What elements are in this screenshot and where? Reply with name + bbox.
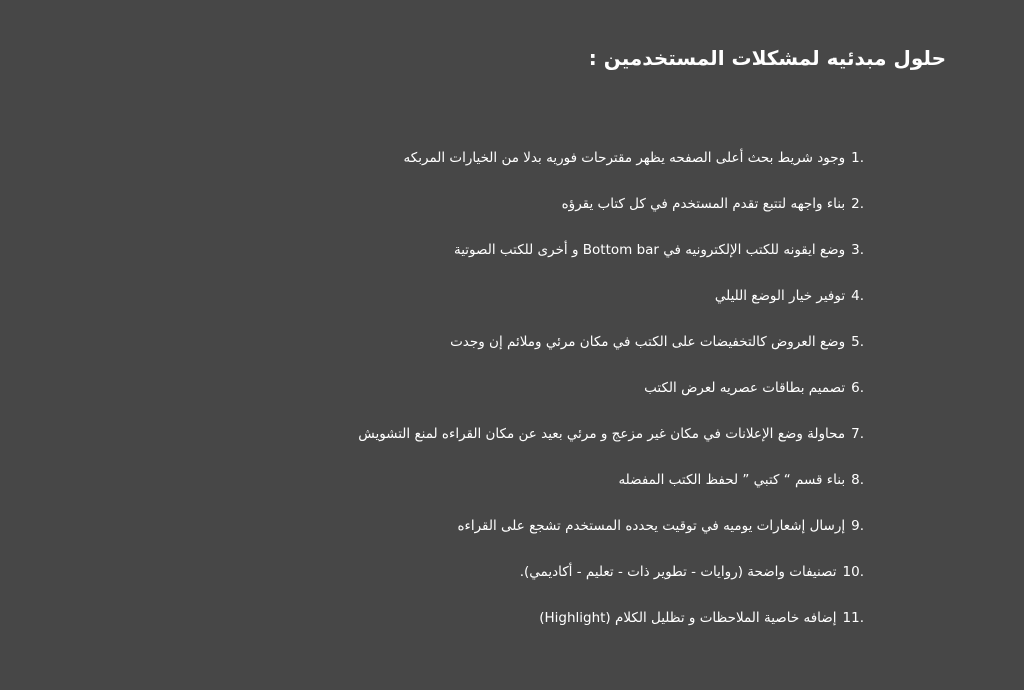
item-number: 10.	[842, 564, 864, 580]
list-item	[358, 194, 864, 240]
item-number: 7.	[851, 426, 864, 442]
list-item	[358, 148, 864, 194]
item-text: وضع ايقونه للكتب الإلكترونيه في Bottom bar و أخرى للكتب الصوتية	[453, 242, 846, 258]
item-text: تصميم بطاقات عصريه لعرض الكتب	[644, 380, 846, 396]
item-text: وجود شريط بحث أعلى الصفحه يظهر مقترحات فوريه بدلا من الخيارات المربكه	[403, 150, 846, 166]
list-item	[358, 470, 864, 516]
list-item	[358, 332, 864, 378]
list-item	[358, 240, 864, 286]
page-title: حلول مبدئيه لمشكلات المستخدمين :	[588, 46, 946, 70]
list-item	[358, 516, 864, 562]
solutions-list	[358, 148, 864, 654]
list-item	[358, 608, 864, 654]
item-number: 8.	[851, 472, 864, 488]
item-number: 9.	[851, 518, 864, 534]
item-number: 5.	[851, 334, 864, 350]
item-text: تصنيفات واضحة (روايات - تطوير ذات - تعليم - أكاديمي).	[519, 564, 837, 580]
item-text: محاولة وضع الإعلانات في مكان غير مزعج و مرئي بعيد عن مكان القراءه لمنع التشويش	[358, 426, 846, 442]
item-number: 11.	[842, 610, 864, 626]
list-item	[358, 286, 864, 332]
item-number: 2.	[851, 196, 864, 212]
item-text: توفير خيار الوضع الليلي	[714, 288, 846, 304]
item-text: إرسال إشعارات يوميه في توقيت يحدده المستخدم تشجع على القراءه	[457, 518, 846, 534]
item-number: 3.	[851, 242, 864, 258]
item-number: 1.	[851, 150, 864, 166]
list-item	[358, 424, 864, 470]
list-item	[358, 378, 864, 424]
list-item	[358, 562, 864, 608]
item-text: إضافه خاصية الملاحظات و تظليل الكلام (Highlight)	[539, 610, 837, 626]
item-text: بناء قسم “ كتبي ” لحفظ الكتب المفضله	[618, 472, 846, 488]
item-text: وضع العروض كالتخفيضات على الكتب في مكان مرئي وملائم إن وجدت	[450, 334, 846, 350]
item-text: بناء واجهه لتتبع تقدم المستخدم في كل كتاب يقرؤه	[561, 196, 846, 212]
item-number: 6.	[851, 380, 864, 396]
item-number: 4.	[851, 288, 864, 304]
